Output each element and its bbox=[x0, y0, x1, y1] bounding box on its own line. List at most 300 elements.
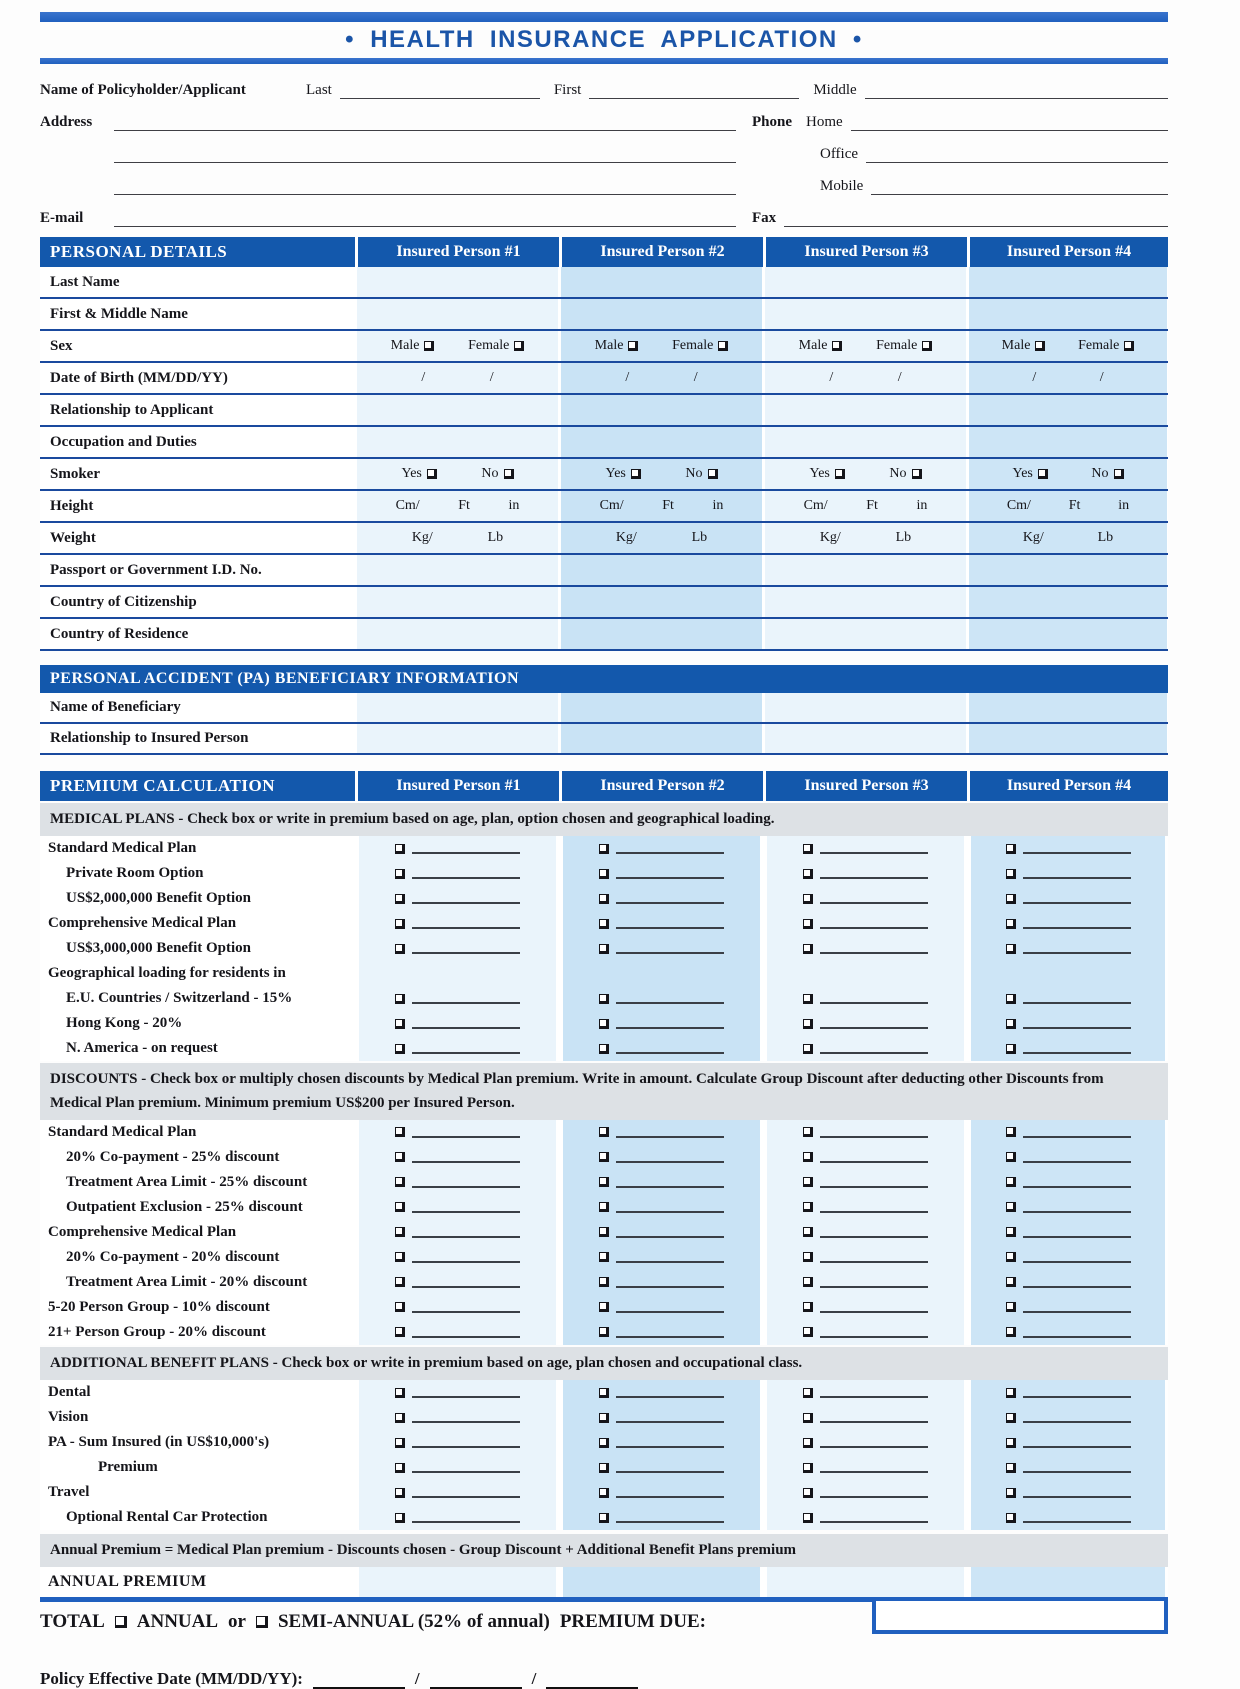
premium-write-in-field[interactable] bbox=[820, 1487, 928, 1498]
checkbox[interactable] bbox=[599, 869, 609, 879]
checkbox[interactable] bbox=[599, 1463, 609, 1473]
checkbox[interactable] bbox=[1006, 1302, 1016, 1312]
premium-write-in-field[interactable] bbox=[412, 1437, 520, 1448]
person-2-cell[interactable] bbox=[559, 427, 763, 457]
person-4-annual-premium-cell[interactable] bbox=[967, 1567, 1168, 1597]
checkbox[interactable] bbox=[1006, 1438, 1016, 1448]
premium-write-in-field[interactable] bbox=[412, 1227, 520, 1238]
premium-write-in-field[interactable] bbox=[616, 1252, 724, 1263]
checkbox[interactable] bbox=[1006, 1488, 1016, 1498]
premium-write-in-field[interactable] bbox=[616, 1487, 724, 1498]
premium-write-in-field[interactable] bbox=[412, 1177, 520, 1188]
checkbox[interactable] bbox=[922, 341, 932, 351]
premium-write-in-field[interactable] bbox=[412, 1152, 520, 1163]
checkbox[interactable] bbox=[803, 894, 813, 904]
premium-write-in-field[interactable] bbox=[616, 943, 724, 954]
checkbox[interactable] bbox=[803, 1438, 813, 1448]
checkbox[interactable] bbox=[832, 341, 842, 351]
person-3-cell[interactable] bbox=[763, 523, 967, 553]
person-3-cell[interactable] bbox=[763, 331, 967, 361]
checkbox[interactable] bbox=[1038, 469, 1048, 479]
checkbox[interactable] bbox=[395, 1388, 405, 1398]
person-1-cell[interactable] bbox=[355, 267, 559, 297]
person-3-annual-premium-cell[interactable] bbox=[763, 1567, 967, 1597]
checkbox[interactable] bbox=[599, 1127, 609, 1137]
person-3-cell[interactable] bbox=[763, 724, 967, 753]
person-2-cell[interactable] bbox=[559, 555, 763, 585]
premium-write-in-field[interactable] bbox=[616, 1412, 724, 1423]
premium-write-in-field[interactable] bbox=[820, 1387, 928, 1398]
address-field-1[interactable] bbox=[114, 115, 736, 131]
premium-write-in-field[interactable] bbox=[820, 1252, 928, 1263]
checkbox[interactable] bbox=[1035, 341, 1045, 351]
premium-write-in-field[interactable] bbox=[412, 1412, 520, 1423]
person-1-cell[interactable] bbox=[355, 724, 559, 753]
checkbox[interactable] bbox=[395, 1513, 405, 1523]
checkbox[interactable] bbox=[1006, 1413, 1016, 1423]
premium-write-in-field[interactable] bbox=[820, 1462, 928, 1473]
premium-write-in-field[interactable] bbox=[820, 918, 928, 929]
premium-write-in-field[interactable] bbox=[820, 1437, 928, 1448]
checkbox[interactable] bbox=[599, 1488, 609, 1498]
checkbox[interactable] bbox=[1124, 341, 1134, 351]
address-field-3[interactable] bbox=[114, 179, 736, 195]
column-header-person-3: Insured Person #3 bbox=[763, 237, 967, 267]
checkbox[interactable] bbox=[1006, 1044, 1016, 1054]
checkbox[interactable] bbox=[803, 944, 813, 954]
checkbox[interactable] bbox=[395, 1463, 405, 1473]
checkbox[interactable] bbox=[803, 1277, 813, 1287]
premium-write-in-field[interactable] bbox=[616, 1043, 724, 1054]
person-1-annual-premium-cell[interactable] bbox=[355, 1567, 559, 1597]
checkbox[interactable] bbox=[599, 1302, 609, 1312]
premium-write-in-field[interactable] bbox=[412, 1277, 520, 1288]
checkbox[interactable] bbox=[395, 1019, 405, 1029]
checkbox[interactable] bbox=[395, 1152, 405, 1162]
person-2-cell bbox=[559, 1270, 763, 1295]
checkbox[interactable] bbox=[1006, 1177, 1016, 1187]
semi-annual-checkbox[interactable] bbox=[256, 1616, 268, 1628]
premium-write-in-field[interactable] bbox=[412, 868, 520, 879]
checkbox[interactable] bbox=[599, 1044, 609, 1054]
checkbox[interactable] bbox=[803, 1302, 813, 1312]
checkbox[interactable] bbox=[803, 1152, 813, 1162]
premium-write-in-field[interactable] bbox=[412, 843, 520, 854]
person-4-cell[interactable] bbox=[967, 619, 1168, 649]
checkbox[interactable] bbox=[599, 1513, 609, 1523]
premium-write-in-field[interactable] bbox=[1023, 1227, 1131, 1238]
premium-write-in-field[interactable] bbox=[820, 1127, 928, 1138]
premium-write-in-field[interactable] bbox=[1023, 1152, 1131, 1163]
checkbox[interactable] bbox=[599, 844, 609, 854]
checkbox[interactable] bbox=[504, 469, 514, 479]
person-3-cell[interactable] bbox=[763, 619, 967, 649]
premium-write-in-field[interactable] bbox=[1023, 1302, 1131, 1313]
checkbox[interactable] bbox=[803, 844, 813, 854]
checkbox[interactable] bbox=[395, 1127, 405, 1137]
checkbox[interactable] bbox=[1006, 994, 1016, 1004]
person-1-cell[interactable] bbox=[355, 427, 559, 457]
premium-write-in-field[interactable] bbox=[1023, 1177, 1131, 1188]
person-4-cell[interactable] bbox=[967, 491, 1168, 521]
premium-write-in-field[interactable] bbox=[1023, 1512, 1131, 1523]
checkbox[interactable] bbox=[803, 1488, 813, 1498]
person-1-cell[interactable] bbox=[355, 491, 559, 521]
checkbox[interactable] bbox=[599, 1152, 609, 1162]
premium-row bbox=[40, 1170, 1168, 1195]
cell-text: Lb bbox=[1097, 530, 1114, 545]
person-3-cell[interactable] bbox=[763, 395, 967, 425]
premium-write-in-field[interactable] bbox=[1023, 1487, 1131, 1498]
checkbox[interactable] bbox=[708, 469, 718, 479]
checkbox[interactable] bbox=[514, 341, 524, 351]
premium-write-in-field[interactable] bbox=[820, 1327, 928, 1338]
person-3-cell[interactable] bbox=[763, 363, 967, 393]
person-3-cell[interactable] bbox=[763, 587, 967, 617]
premium-write-in-field[interactable] bbox=[616, 1177, 724, 1188]
premium-write-in-field[interactable] bbox=[412, 1327, 520, 1338]
person-4-cell bbox=[967, 1320, 1168, 1345]
checkbox[interactable] bbox=[599, 894, 609, 904]
checkbox[interactable] bbox=[395, 894, 405, 904]
checkbox[interactable] bbox=[599, 1438, 609, 1448]
premium-write-in-field[interactable] bbox=[1023, 1277, 1131, 1288]
checkbox[interactable] bbox=[395, 1302, 405, 1312]
person-3-cell bbox=[763, 1480, 967, 1505]
person-1-cell bbox=[355, 1405, 559, 1430]
checkbox[interactable] bbox=[803, 869, 813, 879]
checkbox[interactable] bbox=[803, 1227, 813, 1237]
person-2-cell[interactable] bbox=[559, 693, 763, 722]
checkbox[interactable] bbox=[395, 1227, 405, 1237]
person-2-cell[interactable] bbox=[559, 267, 763, 297]
checkbox[interactable] bbox=[599, 1277, 609, 1287]
checkbox[interactable] bbox=[1006, 1463, 1016, 1473]
checkbox[interactable] bbox=[803, 1127, 813, 1137]
premium-write-in-field[interactable] bbox=[1023, 1437, 1131, 1448]
person-2-cell bbox=[559, 961, 763, 986]
checkbox[interactable] bbox=[912, 469, 922, 479]
checkbox[interactable] bbox=[803, 1044, 813, 1054]
person-2-cell[interactable] bbox=[559, 299, 763, 329]
checkbox[interactable] bbox=[803, 1202, 813, 1212]
premium-write-in-field[interactable] bbox=[820, 1277, 928, 1288]
premium-write-in-field[interactable] bbox=[616, 1202, 724, 1213]
person-1-cell[interactable] bbox=[355, 459, 559, 489]
checkbox[interactable] bbox=[395, 944, 405, 954]
person-3-cell[interactable] bbox=[763, 427, 967, 457]
person-3-cell[interactable] bbox=[763, 491, 967, 521]
checkbox[interactable] bbox=[803, 1019, 813, 1029]
table-row bbox=[40, 363, 1168, 395]
premium-write-in-field[interactable] bbox=[412, 1387, 520, 1398]
first-name-field[interactable] bbox=[589, 83, 799, 99]
premium-write-in-field[interactable] bbox=[1023, 993, 1131, 1004]
person-4-cell[interactable] bbox=[967, 427, 1168, 457]
option-no bbox=[481, 466, 513, 482]
person-2-cell[interactable] bbox=[559, 331, 763, 361]
checkbox[interactable] bbox=[395, 1488, 405, 1498]
person-1-cell[interactable] bbox=[355, 331, 559, 361]
person-3-cell[interactable] bbox=[763, 299, 967, 329]
checkbox[interactable] bbox=[803, 994, 813, 1004]
person-3-cell[interactable] bbox=[763, 555, 967, 585]
premium-write-in-field[interactable] bbox=[616, 1152, 724, 1163]
person-3-cell bbox=[763, 861, 967, 886]
premium-row bbox=[40, 1120, 1168, 1145]
premium-write-in-field[interactable] bbox=[820, 993, 928, 1004]
person-4-cell[interactable] bbox=[967, 395, 1168, 425]
checkbox[interactable] bbox=[835, 469, 845, 479]
checkbox[interactable] bbox=[599, 919, 609, 929]
premium-write-in-field[interactable] bbox=[1023, 868, 1131, 879]
person-4-cell[interactable] bbox=[967, 724, 1168, 753]
checkbox[interactable] bbox=[599, 944, 609, 954]
person-3-cell[interactable] bbox=[763, 693, 967, 722]
person-4-cell[interactable] bbox=[967, 331, 1168, 361]
checkbox[interactable] bbox=[599, 1019, 609, 1029]
checkbox[interactable] bbox=[395, 994, 405, 1004]
premium-write-in-field[interactable] bbox=[820, 1152, 928, 1163]
premium-write-in-field[interactable] bbox=[616, 1277, 724, 1288]
premium-write-in-field[interactable] bbox=[412, 1512, 520, 1523]
person-2-annual-premium-cell[interactable] bbox=[559, 1567, 763, 1597]
premium-write-in-field[interactable] bbox=[616, 1302, 724, 1313]
checkbox[interactable] bbox=[803, 1463, 813, 1473]
premium-write-in-field[interactable] bbox=[1023, 943, 1131, 954]
checkbox[interactable] bbox=[1006, 1127, 1016, 1137]
checkbox[interactable] bbox=[803, 1413, 813, 1423]
annual-checkbox[interactable] bbox=[115, 1616, 127, 1628]
row-label: Comprehensive Medical Plan bbox=[40, 1220, 355, 1245]
premium-write-in-field[interactable] bbox=[412, 1127, 520, 1138]
person-2-cell[interactable] bbox=[559, 724, 763, 753]
premium-write-in-field[interactable] bbox=[1023, 918, 1131, 929]
premium-write-in-field[interactable] bbox=[616, 993, 724, 1004]
premium-row bbox=[40, 1455, 1168, 1480]
premium-write-in-field[interactable] bbox=[412, 893, 520, 904]
checkbox[interactable] bbox=[628, 341, 638, 351]
person-4-cell[interactable] bbox=[967, 363, 1168, 393]
checkbox[interactable] bbox=[599, 1327, 609, 1337]
premium-write-in-field[interactable] bbox=[820, 1412, 928, 1423]
checkbox[interactable] bbox=[395, 869, 405, 879]
person-2-cell[interactable] bbox=[559, 523, 763, 553]
premium-write-in-field[interactable] bbox=[616, 1018, 724, 1029]
person-1-cell[interactable] bbox=[355, 587, 559, 617]
checkbox[interactable] bbox=[395, 1177, 405, 1187]
person-2-cell[interactable] bbox=[559, 395, 763, 425]
person-2-cell[interactable] bbox=[559, 363, 763, 393]
checkbox[interactable] bbox=[599, 1413, 609, 1423]
premium-write-in-field[interactable] bbox=[820, 943, 928, 954]
checkbox[interactable] bbox=[395, 919, 405, 929]
person-4-cell[interactable] bbox=[967, 587, 1168, 617]
checkbox[interactable] bbox=[1114, 469, 1124, 479]
checkbox[interactable] bbox=[1006, 844, 1016, 854]
option-label: No bbox=[481, 466, 499, 481]
checkbox[interactable] bbox=[395, 1327, 405, 1337]
person-4-cell[interactable] bbox=[967, 267, 1168, 297]
premium-write-in-field[interactable] bbox=[1023, 1327, 1131, 1338]
checkbox[interactable] bbox=[395, 1438, 405, 1448]
person-1-cell[interactable] bbox=[355, 555, 559, 585]
premium-write-in-field[interactable] bbox=[616, 1127, 724, 1138]
premium-write-in-field[interactable] bbox=[1023, 1252, 1131, 1263]
premium-write-in-field[interactable] bbox=[412, 1202, 520, 1213]
person-2-cell[interactable] bbox=[559, 491, 763, 521]
phone-mobile-field[interactable] bbox=[871, 179, 1168, 195]
checkbox[interactable] bbox=[1006, 944, 1016, 954]
checkbox[interactable] bbox=[803, 1513, 813, 1523]
checkbox[interactable] bbox=[395, 1413, 405, 1423]
checkbox[interactable] bbox=[395, 1044, 405, 1054]
checkbox[interactable] bbox=[803, 1252, 813, 1262]
premium-write-in-field[interactable] bbox=[1023, 1018, 1131, 1029]
person-4-cell[interactable] bbox=[967, 693, 1168, 722]
premium-write-in-field[interactable] bbox=[1023, 1043, 1131, 1054]
person-3-cell[interactable] bbox=[763, 459, 967, 489]
premium-write-in-field[interactable] bbox=[412, 1462, 520, 1473]
checkbox[interactable] bbox=[599, 1388, 609, 1398]
address-field-2[interactable] bbox=[114, 147, 736, 163]
person-2-cell[interactable] bbox=[559, 459, 763, 489]
row-label: US$2,000,000 Benefit Option bbox=[40, 886, 355, 911]
checkbox[interactable] bbox=[599, 1227, 609, 1237]
premium-write-in-field[interactable] bbox=[1023, 843, 1131, 854]
name-row bbox=[40, 76, 1168, 99]
premium-write-in-field[interactable] bbox=[1023, 1127, 1131, 1138]
premium-write-in-field[interactable] bbox=[412, 1487, 520, 1498]
person-4-cell[interactable] bbox=[967, 459, 1168, 489]
person-1-cell[interactable] bbox=[355, 299, 559, 329]
premium-write-in-field[interactable] bbox=[412, 1302, 520, 1313]
checkbox[interactable] bbox=[395, 1277, 405, 1287]
premium-write-in-field[interactable] bbox=[616, 868, 724, 879]
premium-write-in-field[interactable] bbox=[412, 993, 520, 1004]
checkbox[interactable] bbox=[1006, 1019, 1016, 1029]
premium-write-in-field[interactable] bbox=[412, 1018, 520, 1029]
premium-write-in-field[interactable] bbox=[616, 1462, 724, 1473]
checkbox[interactable] bbox=[599, 1202, 609, 1212]
premium-write-in-field[interactable] bbox=[1023, 893, 1131, 904]
email-field[interactable] bbox=[114, 211, 736, 227]
checkbox[interactable] bbox=[427, 469, 437, 479]
person-2-cell[interactable] bbox=[559, 587, 763, 617]
checkbox[interactable] bbox=[395, 844, 405, 854]
checkbox[interactable] bbox=[803, 1388, 813, 1398]
checkbox[interactable] bbox=[1006, 1252, 1016, 1262]
premium-write-in-field[interactable] bbox=[616, 1387, 724, 1398]
checkbox[interactable] bbox=[803, 1177, 813, 1187]
premium-write-in-field[interactable] bbox=[820, 893, 928, 904]
checkbox[interactable] bbox=[1006, 1327, 1016, 1337]
policy-date-year-field[interactable] bbox=[546, 1675, 638, 1689]
person-1-cell[interactable] bbox=[355, 363, 559, 393]
premium-write-in-field[interactable] bbox=[412, 1043, 520, 1054]
checkbox[interactable] bbox=[1006, 1227, 1016, 1237]
premium-write-in-field[interactable] bbox=[616, 1227, 724, 1238]
policy-date-month-field[interactable] bbox=[313, 1675, 405, 1689]
checkbox[interactable] bbox=[599, 1252, 609, 1262]
fax-field[interactable] bbox=[784, 211, 1168, 227]
premium-write-in-field[interactable] bbox=[616, 918, 724, 929]
phone-home-field[interactable] bbox=[851, 115, 1168, 131]
policy-date-day-field[interactable] bbox=[430, 1675, 522, 1689]
checkbox[interactable] bbox=[424, 341, 434, 351]
premium-write-in-field[interactable] bbox=[412, 943, 520, 954]
checkbox[interactable] bbox=[599, 994, 609, 1004]
premium-write-in-field[interactable] bbox=[820, 1018, 928, 1029]
middle-name-field[interactable] bbox=[865, 83, 1168, 99]
premium-write-in-field[interactable] bbox=[412, 1252, 520, 1263]
checkbox[interactable] bbox=[631, 469, 641, 479]
checkbox[interactable] bbox=[1006, 1513, 1016, 1523]
checkbox[interactable] bbox=[395, 1252, 405, 1262]
person-4-cell[interactable] bbox=[967, 523, 1168, 553]
checkbox[interactable] bbox=[395, 1202, 405, 1212]
premium-write-in-field[interactable] bbox=[820, 868, 928, 879]
person-4-cell[interactable] bbox=[967, 555, 1168, 585]
premium-write-in-field[interactable] bbox=[820, 1302, 928, 1313]
checkbox[interactable] bbox=[1006, 894, 1016, 904]
checkbox[interactable] bbox=[599, 1177, 609, 1187]
checkbox[interactable] bbox=[803, 919, 813, 929]
person-1-cell[interactable] bbox=[355, 619, 559, 649]
premium-write-in-field[interactable] bbox=[820, 1227, 928, 1238]
premium-write-in-field[interactable] bbox=[616, 1437, 724, 1448]
premium-write-in-field[interactable] bbox=[820, 1177, 928, 1188]
premium-write-in-field[interactable] bbox=[412, 918, 520, 929]
person-1-cell[interactable] bbox=[355, 395, 559, 425]
option-label: Yes bbox=[809, 466, 830, 481]
checkbox[interactable] bbox=[803, 1327, 813, 1337]
person-4-cell[interactable] bbox=[967, 299, 1168, 329]
premium-write-in-field[interactable] bbox=[1023, 1202, 1131, 1213]
row-label: Occupation and Duties bbox=[40, 427, 355, 457]
premium-write-in-field[interactable] bbox=[616, 1512, 724, 1523]
checkbox[interactable] bbox=[1006, 869, 1016, 879]
checkbox[interactable] bbox=[1006, 1152, 1016, 1162]
premium-write-in-field[interactable] bbox=[616, 893, 724, 904]
option-no bbox=[1091, 466, 1123, 482]
premium-write-in-field[interactable] bbox=[1023, 1462, 1131, 1473]
person-1-cell[interactable] bbox=[355, 523, 559, 553]
premium-write-in-field[interactable] bbox=[616, 843, 724, 854]
premium-write-in-field[interactable] bbox=[820, 1512, 928, 1523]
person-1-cell bbox=[355, 1455, 559, 1480]
premium-write-in-field[interactable] bbox=[820, 1043, 928, 1054]
cell-text: Lb bbox=[895, 530, 912, 545]
person-1-cell[interactable] bbox=[355, 693, 559, 722]
premium-write-in-field[interactable] bbox=[820, 1202, 928, 1213]
checkbox[interactable] bbox=[1006, 1202, 1016, 1212]
checkbox[interactable] bbox=[718, 341, 728, 351]
checkbox[interactable] bbox=[1006, 1277, 1016, 1287]
person-2-cell[interactable] bbox=[559, 619, 763, 649]
premium-write-in-field[interactable] bbox=[820, 843, 928, 854]
total-premium-due-box[interactable] bbox=[872, 1597, 1168, 1634]
phone-office-field[interactable] bbox=[866, 147, 1168, 163]
last-name-field[interactable] bbox=[340, 83, 540, 99]
checkbox[interactable] bbox=[1006, 1388, 1016, 1398]
column-header-person-1: Insured Person #1 bbox=[355, 771, 559, 801]
checkbox[interactable] bbox=[1006, 919, 1016, 929]
person-3-cell[interactable] bbox=[763, 267, 967, 297]
premium-write-in-field[interactable] bbox=[616, 1327, 724, 1338]
premium-write-in-field[interactable] bbox=[1023, 1412, 1131, 1423]
premium-write-in-field[interactable] bbox=[1023, 1387, 1131, 1398]
